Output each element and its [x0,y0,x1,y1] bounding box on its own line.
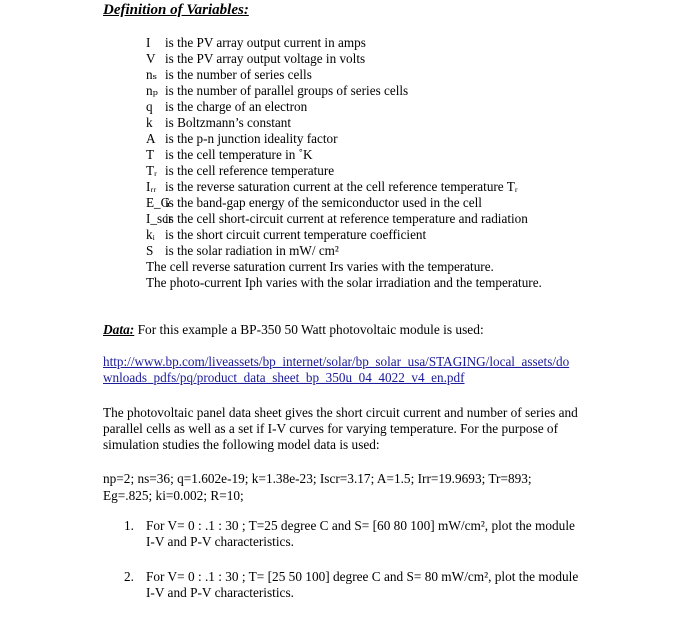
data-text: For this example a BP-350 50 Watt photovoltaic module is used: [137,322,484,337]
variable-description: is the cell reference temperature [165,163,335,178]
variable-symbol: S [146,243,154,258]
data-section [103,322,484,338]
variable-description: is the PV array output current in amps [165,35,366,50]
data-label: Data: [103,322,135,337]
variable-symbol: V [146,51,156,66]
definition-heading: Definition of Variables: [103,2,249,18]
variable-description: is the PV array output voltage in volts [165,51,366,66]
variable-row [146,99,307,115]
variable-row [146,83,408,99]
task-2-line1: For V= 0 : .1 : 30 ; T= [25 50 100] degree C and S= 80 mW/cm², plot the module [146,569,579,584]
variable-description: is the cell short-circuit current at reference temperature and radiation [165,211,528,226]
variable-description: is the cell temperature in ˚K [165,147,313,162]
variable-description: is the number of parallel groups of series cells [165,83,409,98]
note-photo-current: The photo-current Iph varies with the solar irradiation and the temperature. [146,275,542,290]
variable-symbol: Tᵣ [146,163,158,178]
parameters-line2: Eg=.825; ki=0.002; R=10; [103,488,244,503]
variable-description: is the band-gap energy of the semiconductor used in the cell [165,195,482,210]
variable-row [146,51,365,67]
variable-row [146,243,339,259]
task-1-line2: I-V and P-V characteristics. [146,534,294,549]
task-2-number: 2. [124,569,134,584]
variable-row [146,195,482,211]
variable-description: is the charge of an electron [165,99,308,114]
variable-description: is Boltzmann’s constant [165,115,292,130]
description-paragraph: The photovoltaic panel data sheet gives the short circuit current and number of series and parallel cells as well as a set if I-V curves for varying temperature. For the purpose of simulation studies the following model data is used: [103,405,578,452]
task-2-line2: I-V and P-V characteristics. [146,585,294,600]
variable-description: is the solar radiation in mW/ cm² [165,243,339,258]
variable-symbol: kᵢ [146,227,155,242]
datasheet-link-line1[interactable]: http://www.bp.com/liveassets/bp_internet/solar/bp_solar_usa/STAGING/local_assets/do [103,354,570,369]
variable-row [146,227,426,243]
variable-description: is the number of series cells [165,67,312,82]
datasheet-link-line2[interactable]: wnloads_pdfs/pq/product_data_sheet_bp_350u_04_4022_v4_en.pdf [103,370,465,385]
variable-symbol: k [146,115,153,130]
variable-symbol: A [146,131,156,146]
variable-row [146,35,366,51]
variable-description: is the short circuit current temperature coefficient [165,227,427,242]
variable-row [146,115,291,131]
variable-row [146,147,313,163]
parameters-line1: np=2; ns=36; q=1.602e-19; k=1.38e-23; Iscr=3.17; A=1.5; Irr=19.9693; Tr=893; [103,471,532,486]
variable-symbol: I [146,35,151,50]
variable-symbol: T [146,147,155,162]
note-saturation-current: The cell reverse saturation current Irs varies with the temperature. [146,259,494,274]
variable-symbol: Iᵣᵣ [146,179,157,194]
variable-row [146,67,312,83]
variable-row [146,163,334,179]
variable-symbol: I_scr [146,211,173,226]
variable-description: is the reverse saturation current at the cell reference temperature Tᵣ [165,179,518,194]
variable-symbol: nₛ [146,67,158,82]
variable-row [146,179,518,195]
variable-row [146,131,338,147]
task-1-number: 1. [124,518,134,533]
variable-symbol: q [146,99,153,114]
variable-symbol: nₚ [146,83,158,98]
variable-symbol: E_G [146,195,171,210]
variable-description: is the p-n junction ideality factor [165,131,338,146]
variable-row [146,211,528,227]
task-1-line1: For V= 0 : .1 : 30 ; T=25 degree C and S= [60 80 100] mW/cm², plot the module [146,518,575,533]
